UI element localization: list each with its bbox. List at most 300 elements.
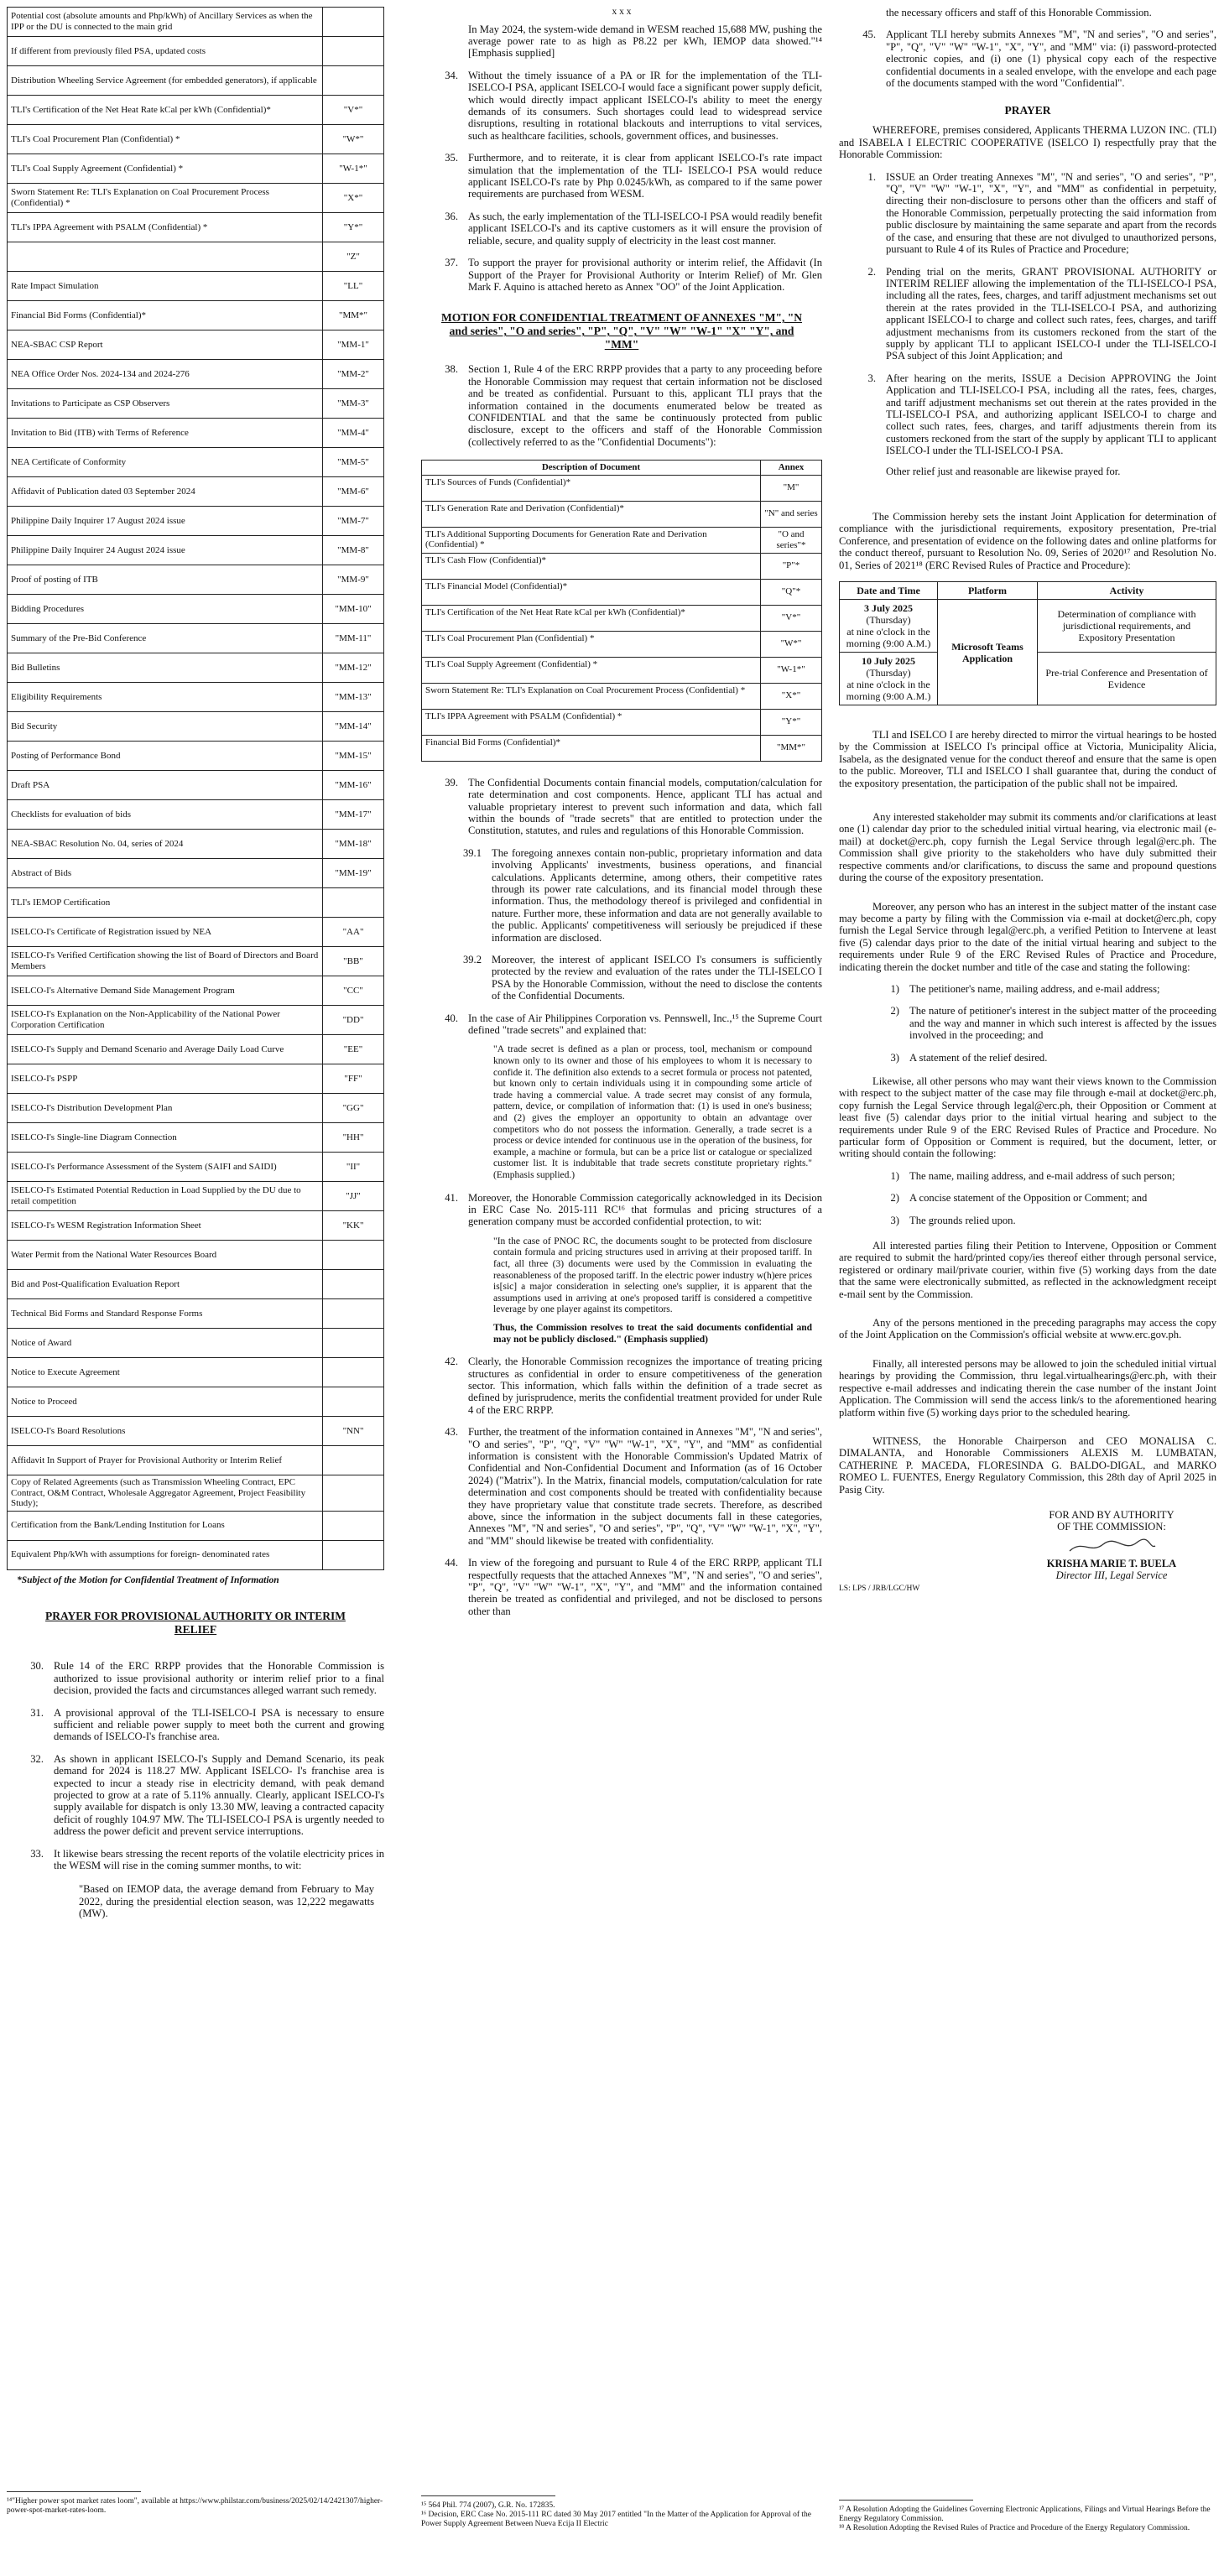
annex-table-row xyxy=(8,125,384,154)
annex-code: "BB" xyxy=(323,947,384,976)
document-description: Certification from the Bank/Lending Institution for Loans xyxy=(8,1511,323,1540)
annex-code: "W*" xyxy=(761,631,822,657)
document-description: Sworn Statement Re: TLI's Explanation on Coal Procurement Process (Confidential) * xyxy=(422,683,761,709)
document-description: Posting of Performance Bond xyxy=(8,742,323,771)
annex-table-row xyxy=(8,565,384,595)
annex-code: "Q"* xyxy=(761,579,822,605)
numbered-paragraph xyxy=(421,152,822,200)
annex-table-row xyxy=(8,242,384,272)
document-description: Notice to Execute Agreement xyxy=(8,1358,323,1387)
annex-table-row xyxy=(8,66,384,96)
document-description: Water Permit from the National Water Resources Board xyxy=(8,1241,323,1270)
document-description: Financial Bid Forms (Confidential)* xyxy=(8,301,323,330)
document-description: Checklists for evaluation of bids xyxy=(8,800,323,830)
confidential-documents-table xyxy=(421,460,822,762)
footnote-14: ¹⁴"Higher power spot market rates loom", available at https://www.philstar.com/business/2025/02/14/2421307/higher-power-spot-market-rates-loom. xyxy=(7,2497,383,2515)
paragraph-number: 2. xyxy=(867,265,876,278)
annex-table-row xyxy=(8,771,384,800)
confidential-table-row xyxy=(422,553,822,579)
virtual-hearing-paragraph: Finally, all interested persons may be allowed to join the scheduled initial virtual hearings by providing the Commission, thru legal.virtualhearings@erc.ph, with their respective e-mail addresses and indicating therein the case number of the instant Joint Application. The Commission will send the access link/s to the aforementioned hearing platform within five (5) working days prior to the scheduled hearing. xyxy=(839,1357,1216,1418)
annex-table-row xyxy=(8,1387,384,1417)
quote-continuation: In May 2024, the system-wide demand in WESM reached 15,688 MW, pushing the average power rate to as high as P8.22 per kWh, IEMOP data showed."¹⁴ [Emphasis supplied] xyxy=(468,23,822,60)
annex-code: "W-1*" xyxy=(323,154,384,184)
confidential-table-row xyxy=(422,657,822,683)
annex-table-row xyxy=(8,624,384,653)
annex-table-row xyxy=(8,1182,384,1211)
numbered-paragraph xyxy=(421,257,822,293)
witness-paragraph: WITNESS, the Honorable Chairperson and CEO MONALISA C. DIMALANTA, and Honorable Commissioners ALEXIS M. LUMBATAN, CATHERINE P. MACEDA, FLORESINDA G. BALDO-DIGAL, and MARKO ROMEO L. FUENTES, Energy Regulatory Commission, this 28th day of April 2025 in Pasig City. xyxy=(839,1434,1216,1496)
paragraph-text: To support the prayer for provisional authority or interim relief, the Affidavit (In Support of the Prayer for Provisional Authority or Interim Relief) of Mr. Glen Mark F. Aquino is attached hereto as Annex "OO" of the Joint Application. xyxy=(468,257,822,293)
document-description: Bidding Procedures xyxy=(8,595,323,624)
document-description: Philippine Daily Inquirer 24 August 2024 issue xyxy=(8,536,323,565)
other-relief: Other relief just and reasonable are likewise prayed for. xyxy=(886,465,1121,477)
document-description: ISELCO-I's Supply and Demand Scenario and Average Daily Load Curve xyxy=(8,1035,323,1064)
confidential-table-row xyxy=(422,735,822,761)
annex-code: "JJ" xyxy=(323,1182,384,1211)
annex-code: "GG" xyxy=(323,1094,384,1123)
paragraph-number: 40. xyxy=(445,1012,458,1024)
annex-code xyxy=(323,1387,384,1417)
document-description: ISELCO-I's Distribution Development Plan xyxy=(8,1094,323,1123)
annex-code: "MM*" xyxy=(323,301,384,330)
annex-code: "MM-11" xyxy=(323,624,384,653)
document-description: Notice of Award xyxy=(8,1329,323,1358)
annex-code xyxy=(323,1475,384,1512)
requirement-item xyxy=(839,1215,1216,1226)
annex-table-row xyxy=(8,1064,384,1094)
paragraph-40 xyxy=(421,1012,822,1037)
document-description: TLI's Financial Model (Confidential)* xyxy=(422,579,761,605)
annex-code: "MM-1" xyxy=(323,330,384,360)
annex-code: "Y*" xyxy=(323,213,384,242)
annex-table-row xyxy=(8,1153,384,1182)
annex-code: "MM-18" xyxy=(323,830,384,859)
paragraph-number: 34. xyxy=(445,69,458,81)
annex-code: "M" xyxy=(761,475,822,501)
paragraph-text: Clearly, the Honorable Commission recognizes the importance of treating pricing structures as confidential in order to ensure competitiveness of the generation sector. This information, which falls within the definition of a trade secret as defined by jurisprudence, merits the confidential treatment provided for under Rule 4 of the ERC RRPP. xyxy=(468,1356,822,1416)
paragraph-text: Without the timely issuance of a PA or IR for the implementation of the TLI-ISELCO-I PSA, applicant ISELCO-I would face a significant power supply deficit, which would directly impact applicant ISELCO-I's ability to meet the energy demands of its consumers. Such shortages could lead to widespread service disruptions, resulting in rotational blackouts and interruptions to vital services, such as healthcare facilities, schools, government offices, and businesses. xyxy=(468,69,822,142)
quote-trade-secret: "A trade secret is defined as a plan or process, tool, mechanism or compound known only to its owner and those of his employees to whom it is necessary to confide it. The definition also extends to a secret formula or process not patented, but known only to certain individuals using it in compounding some article of trade having a commercial value. A trade secret may consist of any formula, pattern, device, or compilation of information that: (1) is used in one's business; and (2) gives the employer an opportunity to obtain an advantage over competitors who do not possess the information. Generally, a trade secret is a process or device intended for continuous use in the operation of the business, for example, a machine or formula, but can be a price list or catalogue or specialized customer list. It is indubitable that trade secrets constitute proprietary rights." (Emphasis supplied.) xyxy=(493,1044,812,1180)
annex-code: "V*" xyxy=(323,96,384,125)
document-description: TLI's Additional Supporting Documents for Generation Rate and Derivation (Confidential) * xyxy=(422,527,761,553)
column-middle xyxy=(421,0,822,2528)
paragraph-39 xyxy=(421,777,822,837)
paragraph-number: 3) xyxy=(890,1051,899,1064)
annex-code xyxy=(323,1241,384,1270)
paragraph-text: The grounds relied upon. xyxy=(909,1214,1016,1226)
requirement-item xyxy=(839,1192,1216,1204)
paragraph-text: Pending trial on the merits, GRANT PROVISIONAL AUTHORITY or INTERIM RELIEF allowing the implementation of the TLI-ISELCO-I PSA, including all the rates, fees, charges, and tariff adjustment mechanisms set out therein at the rates provided in the TLI-ISELCO-I PSA, and authorizing applicant ISELCO-I to charge and collect such rates, fees, charges, and tariff adjustment mechanisms from its customers reckoned from the start of the supply by applicant TLI to applicant ISELCO-I under the TLI-ISELCO-I PSA subject of this Joint Application; and xyxy=(886,265,1216,362)
document-description: Eligibility Requirements xyxy=(8,683,323,712)
paragraph-number: 33. xyxy=(30,1847,44,1860)
annex-table-row xyxy=(8,184,384,213)
mirror-paragraph: TLI and ISELCO I are hereby directed to mirror the virtual hearings to be hosted by the Commission at ISELCO I's principal office at Victoria, Municipality Alicia, Isabela, as the designated venue for the conduct thereof and ensure that the same is open to the public. Moreover, TLI and ISELCO I shall guarantee that, during the conduct of the expository presentation, the participation of the public shall not be impaired. xyxy=(839,729,1216,789)
document-description xyxy=(8,242,323,272)
document-description: Invitations to Participate as CSP Observers xyxy=(8,389,323,419)
document-description: TLI's IPPA Agreement with PSALM (Confidential) * xyxy=(422,709,761,735)
annex-code: "MM*" xyxy=(761,735,822,761)
date-text: 10 July 2025 xyxy=(862,655,916,668)
quote-pnoc-a: "In the case of PNOC RC, the documents sought to be protected from disclosure contain formula and pricing structures used in arriving at their proposed tariff. In fact, all three (3) documents were used by the Commission in evaluating the reasonableness of the proposed tariff. In the electric power industry w(h)ere prices is[sic] a major consideration in selecting one's supplier, it is apparent that the assumptions used in arriving at one's proposed tariff is considered a competitive leverage by one player against its competitors. xyxy=(493,1236,812,1315)
paragraph-45 xyxy=(839,29,1216,89)
annex-table-row xyxy=(8,272,384,301)
annex-code: "MM-15" xyxy=(323,742,384,771)
annex-code: "LL" xyxy=(323,272,384,301)
annex-table-row xyxy=(8,419,384,448)
paragraph-text: The foregoing annexes contain non-public, proprietary information and data involving Applicants' investments, business operations, and financial calculations. Applicants determine, among others, their competitive rates through its power rate calculations, and its financial model through these information. Thus, the methodology thereof is privileged and confidential in nature. Further more, these information and data are not generally available to the public. Applicants' competitiveness will seriously be prejudiced if these information are disclosed. xyxy=(492,846,822,944)
annex-code xyxy=(323,888,384,918)
annex-code: "MM-16" xyxy=(323,771,384,800)
annex-table-row xyxy=(8,859,384,888)
annex-code: "MM-3" xyxy=(323,389,384,419)
time-text: at nine o'clock in the morning (9:00 A.M.) xyxy=(846,626,931,650)
annex-code xyxy=(323,37,384,66)
annex-code: "MM-14" xyxy=(323,712,384,742)
numbered-paragraph xyxy=(421,211,822,247)
annex-table-row xyxy=(8,1446,384,1475)
paragraph-number: 39. xyxy=(445,776,458,788)
paragraph-39-2 xyxy=(421,954,822,1002)
signer-title: Director III, Legal Service xyxy=(1055,1569,1168,1581)
quote-pnoc-b: Thus, the Commission resolves to treat the said documents confidential and may not be publicly disclosed." (Emphasis supplied) xyxy=(493,1322,812,1345)
numbered-paragraph xyxy=(7,1753,384,1838)
paragraph-number: 44. xyxy=(445,1557,458,1569)
annex-table-row xyxy=(8,800,384,830)
annex-table-row xyxy=(8,976,384,1006)
annex-code: "MM-13" xyxy=(323,683,384,712)
document-description: ISELCO-I's Alternative Demand Side Management Program xyxy=(8,976,323,1006)
paragraph-text: The Confidential Documents contain financial models, computation/calculation for rate determination and cost components. Hence, applicant TLI has actual and valuable proprietary interest to prevent such information and data, which fall within the bounds of "trade secrets" that are entitled to protection under the Constitution, statutes, and rules and regulations of this Honorable Commission. xyxy=(468,776,822,837)
col-header-description: Description of Document xyxy=(422,461,761,476)
annex-table-row xyxy=(8,595,384,624)
document-description: TLI's Coal Supply Agreement (Confidential) * xyxy=(422,657,761,683)
annex-code: "AA" xyxy=(323,918,384,947)
annex-table-row xyxy=(8,360,384,389)
paragraph-text: As shown in applicant ISELCO-I's Supply and Demand Scenario, its peak demand for 2024 is 118.27 MW. Applicant ISELCO- I's franchise area is expected to incur a steady rise in electricity demand, with peak demand projected to grow at a rate of 5.11% annually. Clearly, applicant ISELCO-I's supply available for dispatch is only 13.30 MW, leaving a contracted capacity deficit of roughly 104.97 MW. The TLI-ISELCO-I PSA is urgently needed to address the power deficit and prevent service interruptions. xyxy=(54,1752,384,1838)
hearing-set-paragraph: The Commission hereby sets the instant Joint Application for determination of compliance with the jurisdictional requirements, expository presentation, Pre-trial Conference, and presentation of evidence on the following dates and online platforms for the conduct thereof, pursuant to Resolution No. 09, Series of 2020¹⁷ and Resolution No. 01, Series of 2021¹⁸ (ERC Revised Rules of Practice and Procedure): xyxy=(839,511,1216,571)
annex-table-row xyxy=(8,389,384,419)
document-description: Copy of Related Agreements (such as Transmission Wheeling Contract, EPC Contract, O&M Contract, Wholesale Aggregator Agreement, Project Feasibility Study); xyxy=(8,1475,323,1512)
document-description: TLI's Certification of the Net Heat Rate kCal per kWh (Confidential)* xyxy=(8,96,323,125)
col-header-annex: Annex xyxy=(761,461,822,476)
prayer-intro: WHEREFORE, premises considered, Applicants THERMA LUZON INC. (TLI) and ISABELA I ELECTRIC COOPERATIVE (ISELCO I) respectfully pray that the Honorable Commission: xyxy=(839,124,1216,161)
paragraph-text: As such, the early implementation of the TLI-ISELCO-I PSA would readily benefit applicant ISELCO-I's and its captive customers as it will ensure the provision of reliable, secure, and quality supply of electricity in the least cost manner. xyxy=(468,210,822,247)
annex-table-row xyxy=(8,1511,384,1540)
confidential-table-row xyxy=(422,475,822,501)
requirement-item xyxy=(839,1052,1216,1064)
quote-iemop: "Based on IEMOP data, the average demand from February to May 2022, during the presidential election season, was 12,222 megawatts (MW). xyxy=(79,1883,374,1920)
annex-code: "MM-6" xyxy=(323,477,384,507)
paragraph-number: 1. xyxy=(867,170,876,183)
annex-code: "MM-19" xyxy=(323,859,384,888)
annex-table-row xyxy=(8,653,384,683)
paragraph-text: A concise statement of the Opposition or Comment; and xyxy=(909,1192,1148,1205)
numbered-paragraph xyxy=(421,70,822,142)
annex-code: "MM-8" xyxy=(323,536,384,565)
paragraph-text: A statement of the relief desired. xyxy=(909,1051,1048,1064)
column-left xyxy=(7,0,384,2515)
document-description: Distribution Wheeling Service Agreement (for embedded generators), if applicable xyxy=(8,66,323,96)
day-text: (Thursday) xyxy=(866,614,911,627)
likewise-paragraph: Likewise, all other persons who may want their views known to the Commission with respect to the subject matter of the case may file through e-mail at docket@erc.ph, copy furnish the Legal Service through legal@erc.ph, their Opposition or Comment at least five (5) calendar days prior to the initial virtual hearing and subject to the requirements under Rule 9 of the ERC Revised Rules of Practice and Procedure. No particular form of Opposition or Comment is required, but the document, letter, or writing should contain the following: xyxy=(839,1075,1216,1160)
annex-code: "Y*" xyxy=(761,709,822,735)
footnote-16: ¹⁶ Decision, ERC Case No. 2015-111 RC dated 30 May 2017 entitled "In the Matter of the Application for Approval of the Power Supply Agreement Between Nueva Ecija II Electric xyxy=(421,2511,811,2528)
document-description: ISELCO-I's PSPP xyxy=(8,1064,323,1094)
prayer-item xyxy=(839,171,1216,256)
confidential-table-row xyxy=(422,631,822,657)
schedule-activity: Determination of compliance with jurisdictional requirements, and Expository Presentation xyxy=(1038,600,1216,653)
table-note: *Subject of the Motion for Confidential Treatment of Information xyxy=(17,1574,279,1585)
document-description: Invitation to Bid (ITB) with Terms of Reference xyxy=(8,419,323,448)
annex-table-row xyxy=(8,712,384,742)
paragraph-43 xyxy=(421,1426,822,1547)
annex-code: "KK" xyxy=(323,1211,384,1241)
annex-table-row xyxy=(8,301,384,330)
annex-table-row xyxy=(8,1123,384,1153)
paragraph-number: 32. xyxy=(30,1752,44,1765)
schedule-platform: Microsoft Teams Application xyxy=(938,600,1038,705)
paragraph-41 xyxy=(421,1192,822,1228)
confidential-table-row xyxy=(422,605,822,631)
access-copy-paragraph: Any of the persons mentioned in the preceding paragraphs may access the copy of the Joint Application on the Commission's official website at www.erc.gov.ph. xyxy=(839,1317,1216,1341)
paragraph-text: Moreover, the interest of applicant ISELCO I's consumers is sufficiently protected by the review and evaluation of the rates under the TLI-ISELCO I PSA by the Honorable Commission, without the need to disclose the contents of the Confidential Documents. xyxy=(492,954,822,1002)
document-description: ISELCO-I's Board Resolutions xyxy=(8,1417,323,1446)
annex-code: "MM-9" xyxy=(323,565,384,595)
annex-table-row xyxy=(8,1329,384,1358)
annex-code xyxy=(323,1511,384,1540)
document-description: Notice to Proceed xyxy=(8,1387,323,1417)
annex-code: "X*" xyxy=(761,683,822,709)
document-description: Summary of the Pre-Bid Conference xyxy=(8,624,323,653)
intervene-paragraph: Moreover, any person who has an interest in the subject matter of the instant case may become a party by filing with the Commission via e-mail at docket@erc.ph, copy furnish the Legal Service through legal@erc.ph, a verified Petition to Intervene at least five (5) calendar days prior to the date of the initial virtual hearing and subject to the requirements under Rule 9 of the ERC Revised Rules of Practice and Procedure, indicating therein the docket number and title of the case and stating the following: xyxy=(839,900,1216,973)
paragraph-text: It likewise bears stressing the recent reports of the volatile electricity prices in the WESM will rise in the coming summer months, to wit: xyxy=(54,1847,384,1872)
annex-code: "P"* xyxy=(761,553,822,579)
document-description: Equivalent Php/kWh with assumptions for foreign- denominated rates xyxy=(8,1540,323,1569)
paragraph-number: 35. xyxy=(445,152,458,164)
annex-table-row xyxy=(8,448,384,477)
paragraph-text: Moreover, the Honorable Commission categorically acknowledged in its Decision in ERC Case No. 2015-111 RC¹⁶ that formulas and pricing structures of a generation company must be accorded confidential protection, to wit: xyxy=(468,1191,822,1228)
document-description: NEA Office Order Nos. 2024-134 and 2024-276 xyxy=(8,360,323,389)
paragraph-text: The name, mailing address, and e-mail address of such person; xyxy=(909,1169,1175,1182)
annex-table-row xyxy=(8,1035,384,1064)
paragraph-text: A provisional approval of the TLI-ISELCO-I PSA is necessary to ensure sufficient and reliable power supply to meet both the current and growing demands of ISELCO-I's franchise area. xyxy=(54,1706,384,1743)
paragraph-number: 45. xyxy=(862,29,876,41)
requirement-item xyxy=(839,983,1216,995)
footnote-17: ¹⁷ A Resolution Adopting the Guidelines Governing Electronic Applications, Filings and Virtual Hearings Before the Energy Regulatory Commission. xyxy=(839,2506,1211,2523)
footnote-15: ¹⁵ 564 Phil. 774 (2007), G.R. No. 172835. xyxy=(421,2501,555,2510)
paragraph-42 xyxy=(421,1356,822,1416)
annex-code: "W*" xyxy=(323,125,384,154)
document-description: NEA Certificate of Conformity xyxy=(8,448,323,477)
annex-code: "CC" xyxy=(323,976,384,1006)
confidential-table-row xyxy=(422,579,822,605)
document-description: ISELCO-I's WESM Registration Information Sheet xyxy=(8,1211,323,1241)
annex-table-row xyxy=(8,830,384,859)
paragraph-number: 31. xyxy=(30,1706,44,1719)
annex-table-row xyxy=(8,888,384,918)
paragraph-44 xyxy=(421,1557,822,1617)
footnote-18: ¹⁸ A Resolution Adopting the Revised Rules of Practice and Procedure of the Energy Regulatory Commission. xyxy=(839,2524,1190,2532)
paragraph-text: The nature of petitioner's interest in the subject matter of the proceeding and the way and manner in which such interest is affected by the issues involved in the proceeding; and xyxy=(909,1005,1216,1042)
paragraph-text: In the case of Air Philippines Corporation vs. Pennswell, Inc.,¹⁵ the Supreme Court defined "trade secrets" and explained that: xyxy=(468,1012,822,1037)
annex-table-row xyxy=(8,1270,384,1299)
document-description: TLI's Coal Procurement Plan (Confidential) * xyxy=(422,631,761,657)
paragraph-text: After hearing on the merits, ISSUE a Decision APPROVING the Joint Application and TLI-ISELCO-I PSA, including all the rates, fees, charges, and tariff adjustment mechanisms set out therein at the rates provided in the TLI-ISELCO-I PSA, and authorizing applicant ISELCO-I to charge and collect such rates, fees, charges, and tariff adjustments therein from its customers reckoned from the start of the supply by applicant TLI to applicant ISELCO-I under the TLI-ISELCO-I PSA. xyxy=(886,372,1216,457)
annex-table-row xyxy=(8,947,384,976)
hearing-schedule-table xyxy=(839,581,1216,705)
section-heading-confidential: MOTION FOR CONFIDENTIAL TREATMENT OF ANNEXES "M", "N and series", "O and series", "P", "Q", "V" "W" "W-1" "X" "Y", and "MM" xyxy=(440,311,803,351)
annex-code xyxy=(323,1358,384,1387)
confidential-table-row xyxy=(422,683,822,709)
annex-table-row xyxy=(8,1417,384,1446)
authority-line-2: OF THE COMMISSION: xyxy=(1057,1520,1166,1533)
footnote-divider xyxy=(421,2495,555,2496)
schedule-date xyxy=(840,600,938,653)
paragraph-text: Further, the treatment of the information contained in Annexes "M", "N and series", "O and series", "P", "Q", "V" "W" "W-1", "X", "Y", and "MM" as confidential information is consistent with the Honorable Commission's Updated Matrix of Confidential and Non-Confidential Document and Information (as of 16 October 2024) ("Matrix"). In the Matrix, financial models, computation/calculation for rate determination and cost components should be treated with confidentiality because they have proprietary value that constitute trade secrets. Therefore, as described above, since the information in the subject documents fall in these categories, Annexes "M", "N and series", "O and series", "P", "Q", "V" "W" "W-1", "X", "Y", and "MM" should likewise be treated with confidentiality. xyxy=(468,1426,822,1547)
day-text: (Thursday) xyxy=(866,667,911,679)
section-heading-provisional: PRAYER FOR PROVISIONAL AUTHORITY OR INTERIM RELIEF xyxy=(45,1610,346,1637)
confidential-table-row xyxy=(422,501,822,527)
document-description: Affidavit of Publication dated 03 September 2024 xyxy=(8,477,323,507)
annex-table-row xyxy=(8,1241,384,1270)
document-description: Rate Impact Simulation xyxy=(8,272,323,301)
annex-code xyxy=(323,1446,384,1475)
numbered-paragraph xyxy=(7,1707,384,1743)
schedule-row xyxy=(840,600,1216,653)
annex-code xyxy=(323,1270,384,1299)
paragraph-text: Section 1, Rule 4 of the ERC RRPP provides that a party to any proceeding before the Honorable Commission may request that certain information not be disclosed and be treated as confidential. Pursuant to this, applicant TLI prays that the information contained in the documents enumerated below be treated as CONFIDENTIAL and that the same be continuously protected from public disclosure, except to the officers and staff of the Honorable Commission (collectively referred to as the "Confidential Documents"): xyxy=(468,363,822,448)
annex-table-row xyxy=(8,1540,384,1569)
annex-code: "MM-7" xyxy=(323,507,384,536)
paragraph-number: 3) xyxy=(890,1214,899,1226)
document-description: NEA-SBAC Resolution No. 04, series of 2024 xyxy=(8,830,323,859)
annex-code: "II" xyxy=(323,1153,384,1182)
paragraph-number: 36. xyxy=(445,210,458,222)
paragraph-38 xyxy=(421,363,822,448)
document-description: Philippine Daily Inquirer 17 August 2024 issue xyxy=(8,507,323,536)
paragraph-text: Rule 14 of the ERC RRPP provides that the Honorable Commission is authorized to issue provisional authority or interim relief prior to a final decision, provided the facts and circumstances alleged warrant such remedy. xyxy=(54,1660,384,1697)
initials: LS: LPS / JRB/LGC/HW xyxy=(839,1584,920,1593)
annex-code: "MM-4" xyxy=(323,419,384,448)
annex-table-row xyxy=(8,742,384,771)
paragraph-number: 39.1 xyxy=(462,846,482,859)
annex-code: "MM-2" xyxy=(323,360,384,389)
paragraph-number: 1) xyxy=(890,1169,899,1182)
time-text: at nine o'clock in the morning (9:00 A.M.) xyxy=(846,679,931,703)
annex-code: "O and series"* xyxy=(761,527,822,553)
sched-header-platform: Platform xyxy=(938,582,1038,600)
footnote-divider xyxy=(7,2491,141,2492)
paragraph-number: 1) xyxy=(890,982,899,995)
document-description: Technical Bid Forms and Standard Response Forms xyxy=(8,1299,323,1329)
schedule-date xyxy=(840,653,938,705)
annex-table-row xyxy=(8,683,384,712)
annex-code: "W-1*" xyxy=(761,657,822,683)
prayer-heading: PRAYER xyxy=(1004,104,1051,117)
paragraph-number: 37. xyxy=(445,257,458,269)
paragraph-number: 39.2 xyxy=(462,954,482,966)
document-description: Bid Security xyxy=(8,712,323,742)
annex-code: "Z" xyxy=(323,242,384,272)
annex-code xyxy=(323,1329,384,1358)
document-description: Bid and Post-Qualification Evaluation Report xyxy=(8,1270,323,1299)
paragraph-text: Applicant TLI hereby submits Annexes "M", "N and series", "O and series", "P", "Q", "V" "W" "W-1", "X", "Y", and "MM" via: (i) password-protected electronic copies, and (i) one (1) physical copy each of the respective confidential documents in a sealed envelope, with the envelope and each page of the documents stamped with the word "Confidential". xyxy=(886,29,1216,90)
annex-code: "MM-10" xyxy=(323,595,384,624)
requirement-item xyxy=(839,1005,1216,1041)
annex-code: "MM-5" xyxy=(323,448,384,477)
document-description: TLI's Coal Supply Agreement (Confidential) * xyxy=(8,154,323,184)
date-text: 3 July 2025 xyxy=(864,602,914,615)
paragraph-44-continued: the necessary officers and staff of this Honorable Commission. xyxy=(886,7,1152,18)
annex-code: "NN" xyxy=(323,1417,384,1446)
document-description: ISELCO-I's Performance Assessment of the System (SAIFI and SAIDI) xyxy=(8,1153,323,1182)
annex-table-row xyxy=(8,1006,384,1035)
footnote-divider xyxy=(839,2500,973,2501)
document-description: TLI's IEMOP Certification xyxy=(8,888,323,918)
signer-name: KRISHA MARIE T. BUELA xyxy=(1046,1557,1177,1569)
requirement-item xyxy=(839,1170,1216,1182)
document-description: Draft PSA xyxy=(8,771,323,800)
prayer-item xyxy=(839,266,1216,362)
numbered-paragraph xyxy=(7,1660,384,1696)
annex-table-row xyxy=(8,918,384,947)
all-parties-paragraph: All interested parties filing their Petition to Intervene, Opposition or Comment are required to submit the hard/printed copy/ies thereof either through personal service, registered or ordinary mail/private courier, within five (5) working days from the date that the same were electronically submitted, as reflected in the acknowledgment receipt e-mail sent by the Commission. xyxy=(839,1240,1216,1300)
authority-line-1: FOR AND BY AUTHORITY xyxy=(1049,1508,1175,1521)
paragraph-text: The petitioner's name, mailing address, and e-mail address; xyxy=(909,982,1160,995)
document-description: TLI's Sources of Funds (Confidential)* xyxy=(422,475,761,501)
annex-table-row xyxy=(8,8,384,37)
annex-code: "MM-17" xyxy=(323,800,384,830)
document-description: Abstract of Bids xyxy=(8,859,323,888)
annex-table-row xyxy=(8,1094,384,1123)
paragraph-number: 30. xyxy=(30,1660,44,1673)
document-description: ISELCO-I's Estimated Potential Reduction in Load Supplied by the DU due to retail competition xyxy=(8,1182,323,1211)
document-description: TLI's Certification of the Net Heat Rate kCal per kWh (Confidential)* xyxy=(422,605,761,631)
annex-code: "FF" xyxy=(323,1064,384,1094)
annex-code: "MM-12" xyxy=(323,653,384,683)
annex-table-row xyxy=(8,1475,384,1512)
signature-scribble xyxy=(1061,1536,1162,1558)
document-description: ISELCO-I's Verified Certification showing the list of Board of Directors and Board Members xyxy=(8,947,323,976)
paragraph-text: In view of the foregoing and pursuant to Rule 4 of the ERC RRPP, applicant TLI respectfully requests that the attached Annexes "M", "N and series", "O and series", "P", "Q", "V" "W" "W-1", "X", "Y", and "MM" and the information contained therein be treated as confidential and privileged, and not be disclosed to persons other than xyxy=(468,1557,822,1617)
prayer-item xyxy=(839,372,1216,457)
document-description: TLI's Cash Flow (Confidential)* xyxy=(422,553,761,579)
document-description: TLI's Coal Procurement Plan (Confidential) * xyxy=(8,125,323,154)
annex-table-row xyxy=(8,96,384,125)
paragraph-text: ISSUE an Order treating Annexes "M", "N and series", "O and series", "P", "Q", "V" "W" "W-1", "X", "Y", and "MM" as confidential in perpetuity, directing their non-disclosure to persons other than the officers and staff of the Honorable Commission, perpetually protecting the said information from public disclosure by maintaining the same separate and apart from the records of the case, and ensuring that these are not divulged to unauthorized persons, pursuant to Rule 4 of its Rules of Practice and Procedure; xyxy=(886,170,1216,256)
document-description: Proof of posting of ITB xyxy=(8,565,323,595)
document-description: TLI's Generation Rate and Derivation (Confidential)* xyxy=(422,501,761,527)
annex-table-row xyxy=(8,507,384,536)
sched-header-activity: Activity xyxy=(1038,582,1216,600)
annex-code: "DD" xyxy=(323,1006,384,1035)
document-description: Financial Bid Forms (Confidential)* xyxy=(422,735,761,761)
paragraph-number: 3. xyxy=(867,372,876,384)
paragraph-number: 2) xyxy=(890,1005,899,1017)
document-description: ISELCO-I's Explanation on the Non-Applicability of the National Power Corporation Certification xyxy=(8,1006,323,1035)
annex-table xyxy=(7,7,384,1570)
paragraph-number: 42. xyxy=(445,1356,458,1368)
annex-code xyxy=(323,1540,384,1569)
sched-header-date: Date and Time xyxy=(840,582,938,600)
annex-code: "V*" xyxy=(761,605,822,631)
column-right xyxy=(839,0,1216,2532)
paragraph-39-1 xyxy=(421,847,822,944)
ellipsis-marker: x x x xyxy=(612,7,632,17)
annex-table-row xyxy=(8,477,384,507)
numbered-paragraph xyxy=(7,1848,384,1872)
annex-table-row xyxy=(8,536,384,565)
